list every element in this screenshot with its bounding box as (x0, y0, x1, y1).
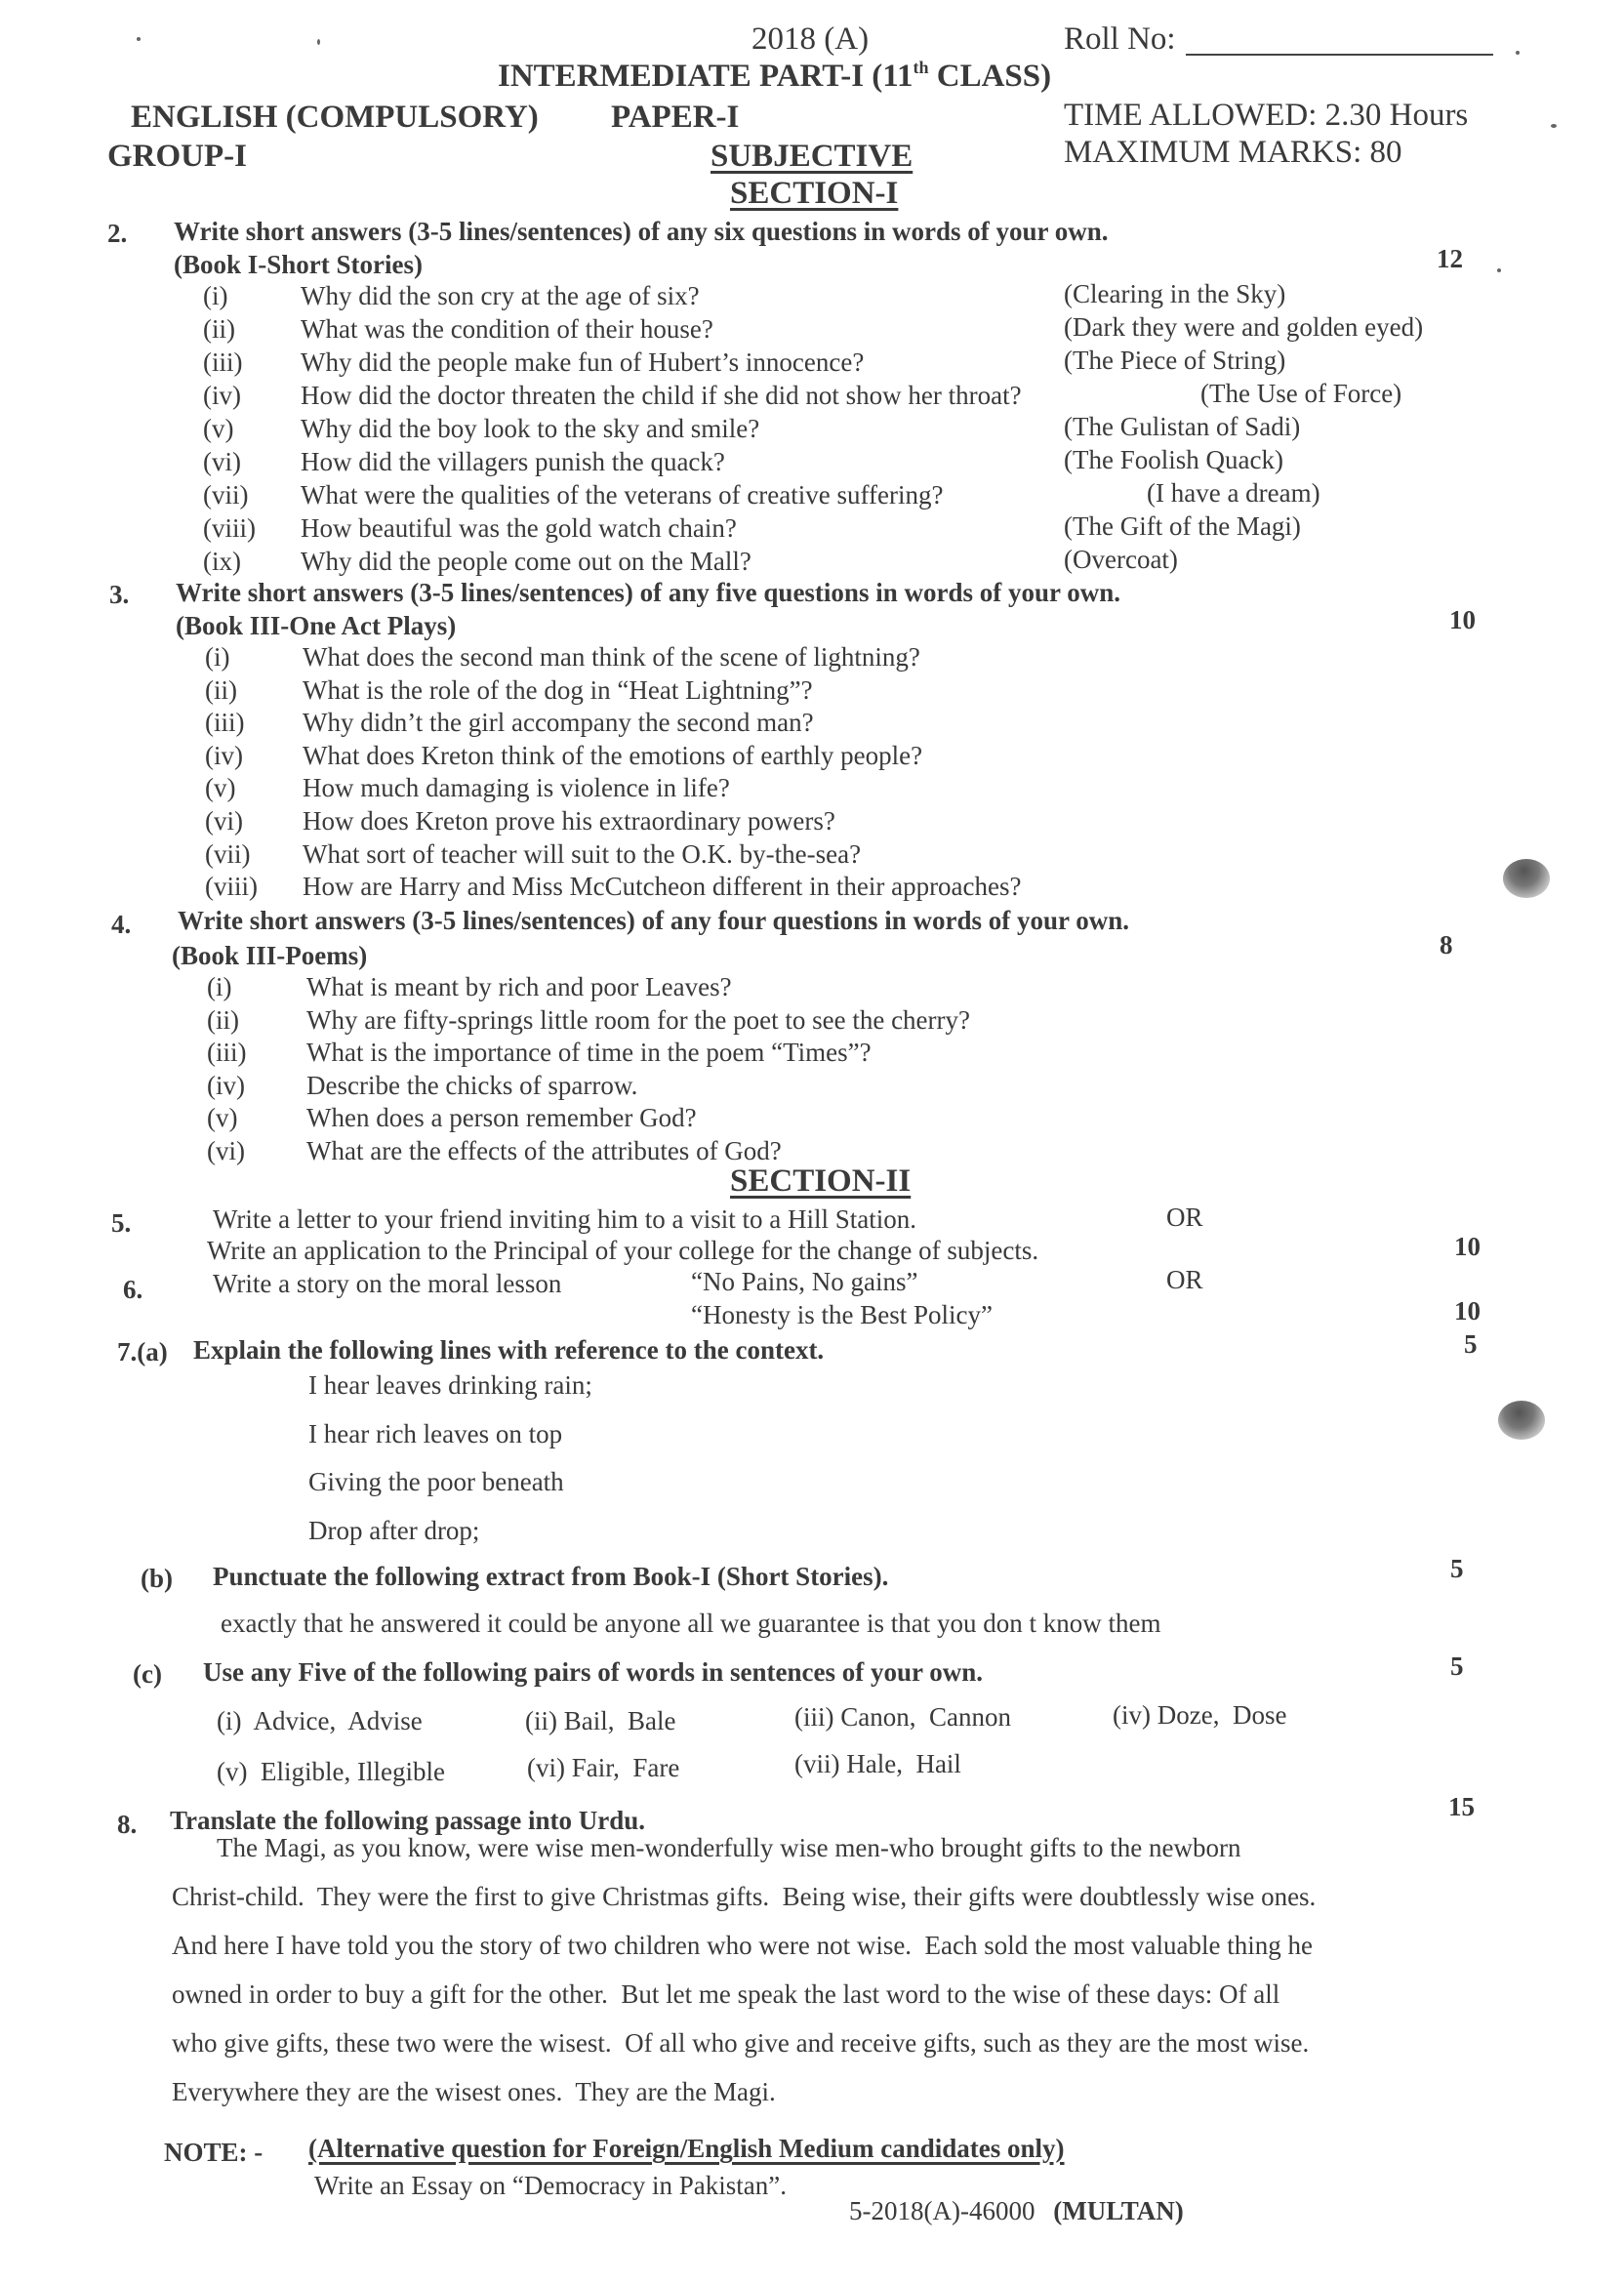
question-text: Why didn’t the girl accompany the second man? (303, 708, 814, 738)
scan-speck (137, 37, 141, 41)
q2-instruction: Write short answers (3-5 lines/sentences) of any six questions in words of your own. (174, 217, 1109, 246)
section-2-title: SECTION-II (730, 1163, 912, 1199)
scan-speck (317, 39, 320, 45)
q2-book: (Book I-Short Stories) (174, 250, 423, 279)
q7c-marks: 5 (1450, 1652, 1464, 1681)
question-number: (vi) (207, 1136, 245, 1165)
question-number: (iii) (205, 708, 245, 738)
question-number: (vii) (205, 838, 251, 869)
question-text: What was the condition of their house? (301, 314, 713, 344)
word-pair: (iv) Doze, Dose (1113, 1700, 1287, 1730)
question-number: (ix) (203, 547, 241, 576)
question-text: How did the doctor threaten the child if she did not show her throat? (301, 381, 1022, 410)
footer-board: (MULTAN) (1053, 2196, 1184, 2225)
footer-paper-code: 5-2018(A)-46000 (849, 2196, 1035, 2225)
q5-option-2: Write an application to the Principal of your college for the change of subjects. (207, 1236, 1039, 1265)
question-number: (ii) (207, 1004, 239, 1035)
question-number: (v) (203, 414, 234, 443)
year-code: 2018 (A) (751, 21, 870, 57)
question-number: (i) (205, 642, 230, 672)
question-number: (iv) (205, 740, 243, 770)
q2-marks: 12 (1437, 244, 1463, 273)
q3-number: 3. (109, 580, 130, 609)
question-source: (The Gulistan of Sadi) (1064, 412, 1301, 441)
question-source: (The Gift of the Magi) (1064, 511, 1301, 541)
question-number: (iii) (207, 1038, 247, 1068)
question-text: How beautiful was the gold watch chain? (301, 513, 737, 543)
passage-line: owned in order to buy a gift for the other. But let me speak the last word to the wise of these days: Of all (172, 1979, 1280, 2009)
question-text: When does a person remember God? (306, 1103, 697, 1133)
footer-code (849, 2198, 1184, 2224)
q6-marks: 10 (1454, 1296, 1481, 1326)
note-essay: Write an Essay on “Democracy in Pakistan”. (314, 2171, 787, 2200)
punch-hole-mark (1498, 1401, 1545, 1440)
question-source: (I have a dream) (1147, 478, 1320, 508)
word-pair: (ii) Bail, Bale (525, 1706, 676, 1735)
q8-instruction: Translate the following passage into Urdu. (170, 1806, 646, 1835)
subject-name: ENGLISH (COMPULSORY) (131, 100, 539, 135)
question-text: What is the importance of time in the poem “Times”? (306, 1038, 872, 1068)
question-number: (viii) (203, 513, 256, 543)
question-text: What were the qualities of the veterans of creative suffering? (301, 480, 944, 510)
paper-type: SUBJECTIVE (710, 139, 914, 174)
q4-number: 4. (111, 910, 132, 939)
question-number: (v) (207, 1103, 238, 1133)
question-text: Describe the chicks of sparrow. (306, 1070, 638, 1100)
word-pair: (v) Eligible, Illegible (217, 1757, 445, 1786)
q5-option-1: Write a letter to your friend inviting him to a visit to a Hill Station. (213, 1204, 917, 1234)
poem-line: I hear rich leaves on top (308, 1419, 563, 1448)
word-pair: (iii) Canon, Cannon (794, 1702, 1011, 1732)
word-pair: (vi) Fair, Fare (527, 1753, 680, 1782)
q7a-instruction: Explain the following lines with reference to the context. (193, 1335, 825, 1365)
question-text: Why did the son cry at the age of six? (301, 281, 700, 310)
question-text: What is the role of the dog in “Heat Lightning”? (303, 674, 813, 705)
exam-title (498, 58, 1052, 94)
note-heading: (Alternative question for Foreign/English Medium candidates only) (308, 2134, 1065, 2163)
question-source: (Dark they were and golden eyed) (1064, 312, 1424, 342)
q3-instruction: Write short answers (3-5 lines/sentences) of any five questions in words of your own. (176, 578, 1120, 607)
question-number: (v) (205, 773, 236, 803)
question-text: What sort of teacher will suit to the O.K. by-the-sea? (303, 838, 862, 869)
question-number: (vi) (203, 447, 241, 476)
question-number: (i) (203, 281, 228, 310)
q5-or: OR (1166, 1203, 1203, 1232)
q5-number: 5. (111, 1208, 132, 1238)
exam-title-sup: th (913, 58, 929, 77)
scan-speck (1516, 51, 1520, 55)
paper-name: PAPER-I (611, 100, 740, 135)
q7a-marks: 5 (1464, 1329, 1478, 1359)
question-text: Why are fifty-springs little room for the poet to see the cherry? (306, 1004, 971, 1035)
scan-speck (1497, 268, 1501, 272)
passage-line: who give gifts, these two were the wisest. Of all who give and receive gifts, such as they are the most wise. (172, 2028, 1310, 2058)
question-number: (ii) (203, 314, 235, 344)
q5-marks: 10 (1454, 1232, 1481, 1261)
question-number: (viii) (205, 872, 258, 902)
punch-hole-mark (1503, 859, 1550, 898)
q6-or: OR (1166, 1265, 1203, 1294)
question-source: (The Foolish Quack) (1064, 445, 1283, 474)
q8-marks: 15 (1448, 1792, 1475, 1821)
question-number: (iii) (203, 347, 243, 377)
passage-line: The Magi, as you know, were wise men-wonderfully wise men-who brought gifts to the newborn (217, 1833, 1241, 1862)
poem-line: Giving the poor beneath (308, 1467, 564, 1496)
roll-no-label: Roll No: (1064, 21, 1176, 57)
q7a-label: 7.(a) (117, 1337, 168, 1366)
poem-line: I hear leaves drinking rain; (308, 1370, 592, 1400)
word-pair: (vii) Hale, Hail (794, 1749, 961, 1778)
question-text: What is meant by rich and poor Leaves? (306, 972, 732, 1001)
scan-speck (1551, 124, 1557, 128)
q4-marks: 8 (1440, 930, 1453, 959)
exam-title-prefix: INTERMEDIATE PART-I (11 (498, 59, 914, 94)
note-label: NOTE: - (164, 2138, 264, 2167)
q4-instruction: Write short answers (3-5 lines/sentences) of any four questions in words of your own. (178, 906, 1130, 935)
question-text: What does Kreton think of the emotions of earthly people? (303, 740, 923, 770)
q6-number: 6. (123, 1275, 143, 1304)
question-number: (vii) (203, 480, 249, 510)
question-text: How much damaging is violence in life? (303, 773, 730, 803)
group-name: GROUP-I (107, 139, 247, 174)
question-text: How does Kreton prove his extraordinary powers? (303, 806, 835, 836)
question-number: (ii) (205, 674, 237, 705)
q7b-marks: 5 (1450, 1554, 1464, 1583)
word-pair: (i) Advice, Advise (217, 1706, 423, 1735)
maximum-marks: MAXIMUM MARKS: 80 (1064, 135, 1402, 170)
question-number: (i) (207, 972, 232, 1001)
q6-option-2: “Honesty is the Best Policy” (691, 1300, 993, 1329)
question-text: How did the villagers punish the quack? (301, 447, 725, 476)
question-number: (iv) (203, 381, 241, 410)
q7c-instruction: Use any Five of the following pairs of words in sentences of your own. (203, 1657, 983, 1687)
question-text: Why did the people make fun of Hubert’s innocence? (301, 347, 865, 377)
q7b-label: (b) (141, 1564, 173, 1593)
q8-number: 8. (117, 1810, 138, 1839)
q3-book: (Book III-One Act Plays) (176, 611, 457, 640)
passage-line: And here I have told you the story of two children who were not wise. Each sold the most valuable thing he (172, 1931, 1313, 1960)
question-source: (The Use of Force) (1200, 379, 1402, 408)
q2-number: 2. (107, 219, 128, 248)
q4-book: (Book III-Poems) (172, 941, 368, 970)
passage-line: Christ-child. They were the first to give Christmas gifts. Being wise, their gifts were doubtlessly wise ones. (172, 1882, 1317, 1911)
q6-prompt: Write a story on the moral lesson (213, 1269, 562, 1298)
question-number: (vi) (205, 806, 243, 836)
question-text: What does the second man think of the scene of lightning? (303, 642, 920, 672)
question-text: Why did the people come out on the Mall? (301, 547, 751, 576)
q7b-extract: exactly that he answered it could be anyone all we guarantee is that you don t know them (221, 1609, 1161, 1638)
question-number: (iv) (207, 1070, 245, 1100)
question-text: How are Harry and Miss McCutcheon different in their approaches? (303, 872, 1022, 902)
question-text: What are the effects of the attributes of God? (306, 1136, 782, 1165)
q7b-instruction: Punctuate the following extract from Book-I (Short Stories). (213, 1562, 889, 1591)
question-source: (The Piece of String) (1064, 346, 1286, 375)
section-1-title: SECTION-I (730, 176, 899, 211)
time-allowed: TIME ALLOWED: 2.30 Hours (1064, 98, 1469, 133)
q7c-label: (c) (133, 1659, 162, 1689)
poem-line: Drop after drop; (308, 1516, 480, 1545)
exam-title-suffix: CLASS) (928, 59, 1052, 94)
roll-no-field[interactable] (1064, 23, 1493, 56)
q3-marks: 10 (1449, 605, 1476, 634)
question-text: Why did the boy look to the sky and smile? (301, 414, 760, 443)
q6-option-1: “No Pains, No gains” (691, 1267, 918, 1296)
question-source: (Clearing in the Sky) (1064, 279, 1286, 308)
passage-line: Everywhere they are the wisest ones. They are the Magi. (172, 2077, 776, 2106)
roll-no-blank[interactable] (1186, 28, 1493, 56)
question-source: (Overcoat) (1064, 545, 1178, 574)
